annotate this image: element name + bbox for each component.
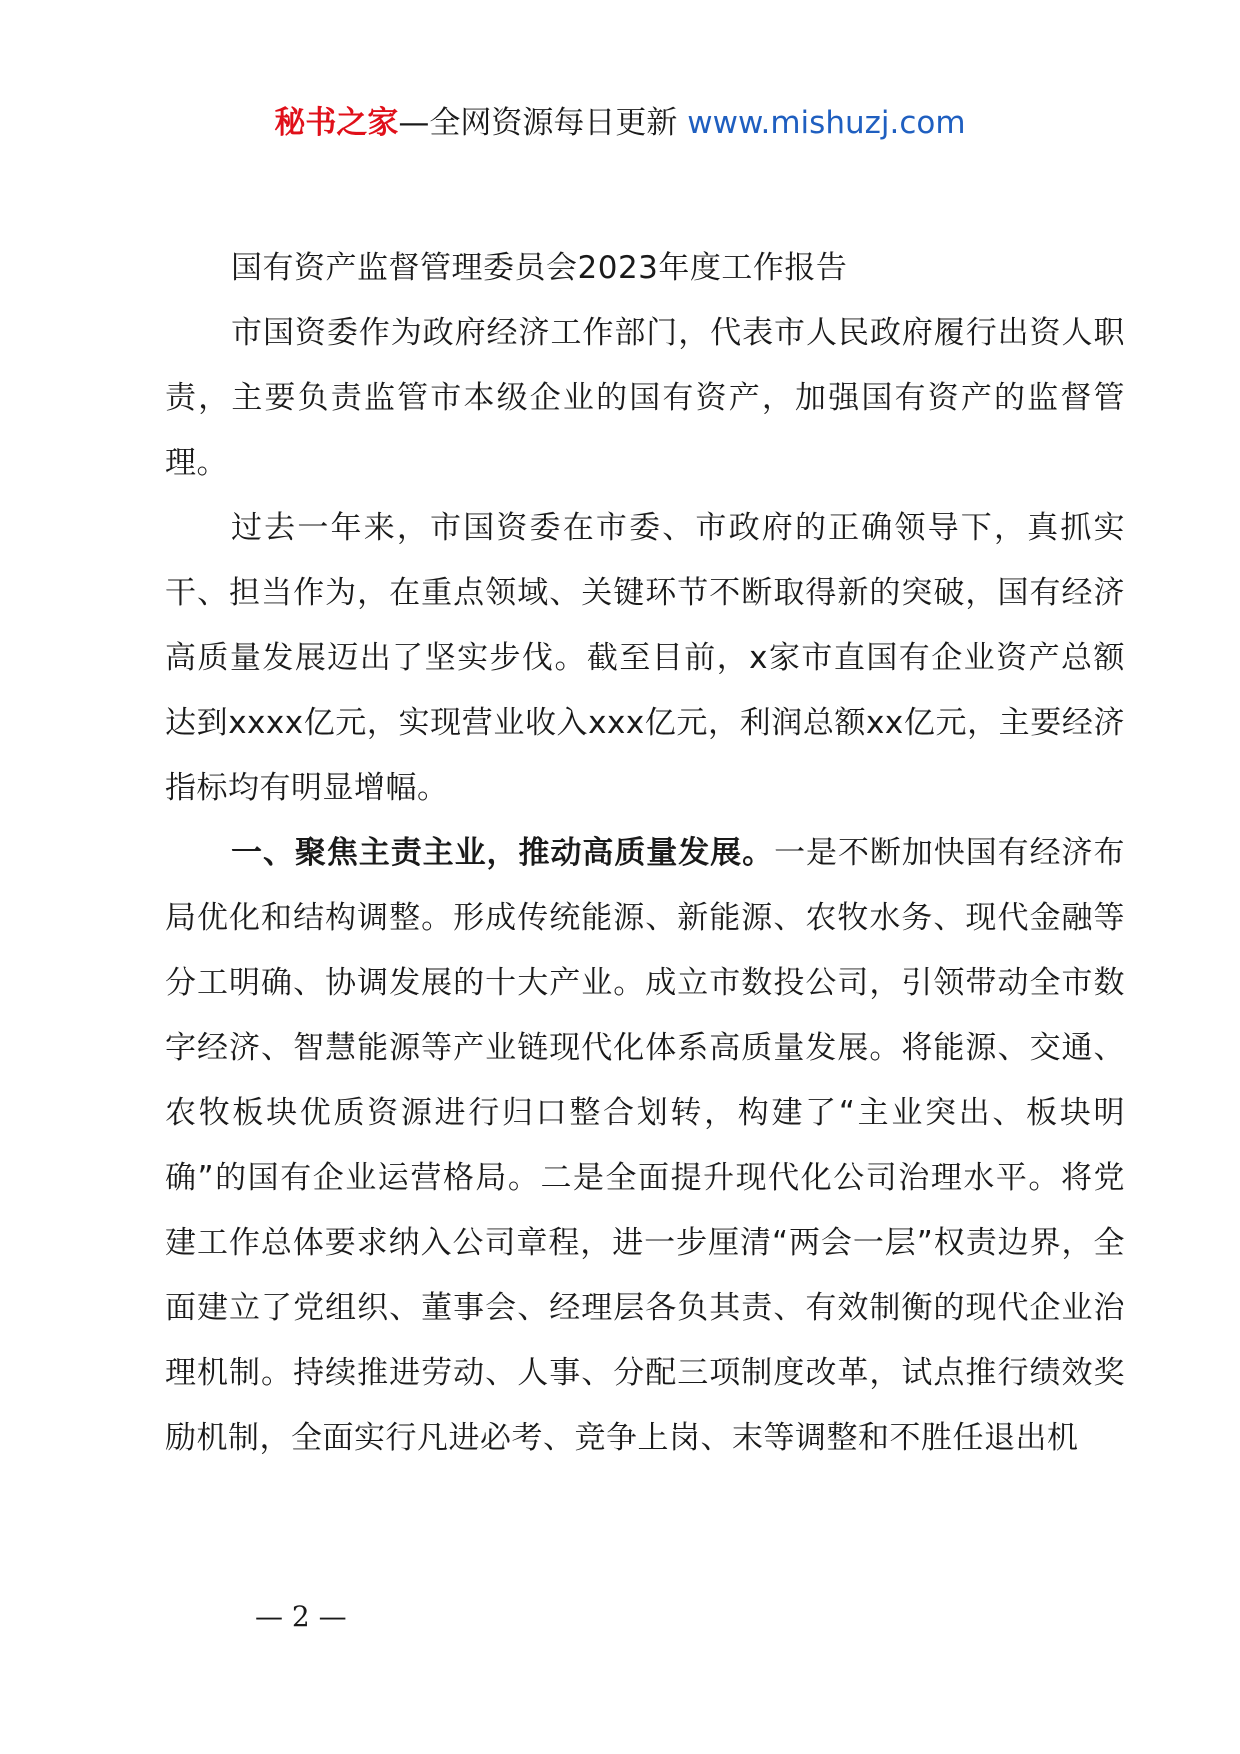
site-brand: 秘书之家: [274, 105, 399, 141]
site-header: [0, 100, 1240, 146]
page-number: — 2 —: [255, 1600, 347, 1633]
paragraph-section-1: [165, 821, 1125, 1471]
document-body: [165, 236, 1125, 1471]
section-1-heading: 一、聚焦主责主业，推动高质量发展。: [231, 835, 775, 871]
section-1-text: 一是不断加快国有经济布局优化和结构调整。形成传统能源、新能源、农牧水务、现代金融等分工明确、协调发展的十大产业。成立市数投公司，引领带动全市数字经济、智慧能源等产业链现代化体系高质量发展。将能源、交通、农牧板块优质资源进行归口整合划转，构建了“主业突出、板块明确”的国有企业运营格局。二是全面提升现代化公司治理水平。将党建工作总体要求纳入公司章程，进一步厘清“两会一层”权责边界，全面建立了党组织、董事会、经理层各负其责、有效制衡的现代企业治理机制。持续推进劳动、人事、分配三项制度改革，试点推行绩效奖励机制，全面实行凡进必考、竞争上岗、末等调整和不胜任退出机: [165, 835, 1126, 1456]
site-url-link[interactable]: www.mishuzj.com: [687, 105, 966, 141]
site-tagline: —全网资源每日更新: [398, 105, 678, 141]
paragraph-summary: 过去一年来，市国资委在市委、市政府的正确领导下，真抓实干、担当作为，在重点领域、关键环节不断取得新的突破，国有经济高质量发展迈出了坚实步伐。截至目前，x家市直国有企业资产总额达到xxxx亿元，实现营业收入xxx亿元，利润总额xx亿元，主要经济指标均有明显增幅。: [165, 510, 1125, 806]
paragraph-intro: 市国资委作为政府经济工作部门，代表市人民政府履行出资人职责，主要负责监管市本级企业的国有资产，加强国有资产的监督管理。: [165, 315, 1125, 481]
document-title: 国有资产监督管理委员会2023年度工作报告: [231, 250, 848, 286]
